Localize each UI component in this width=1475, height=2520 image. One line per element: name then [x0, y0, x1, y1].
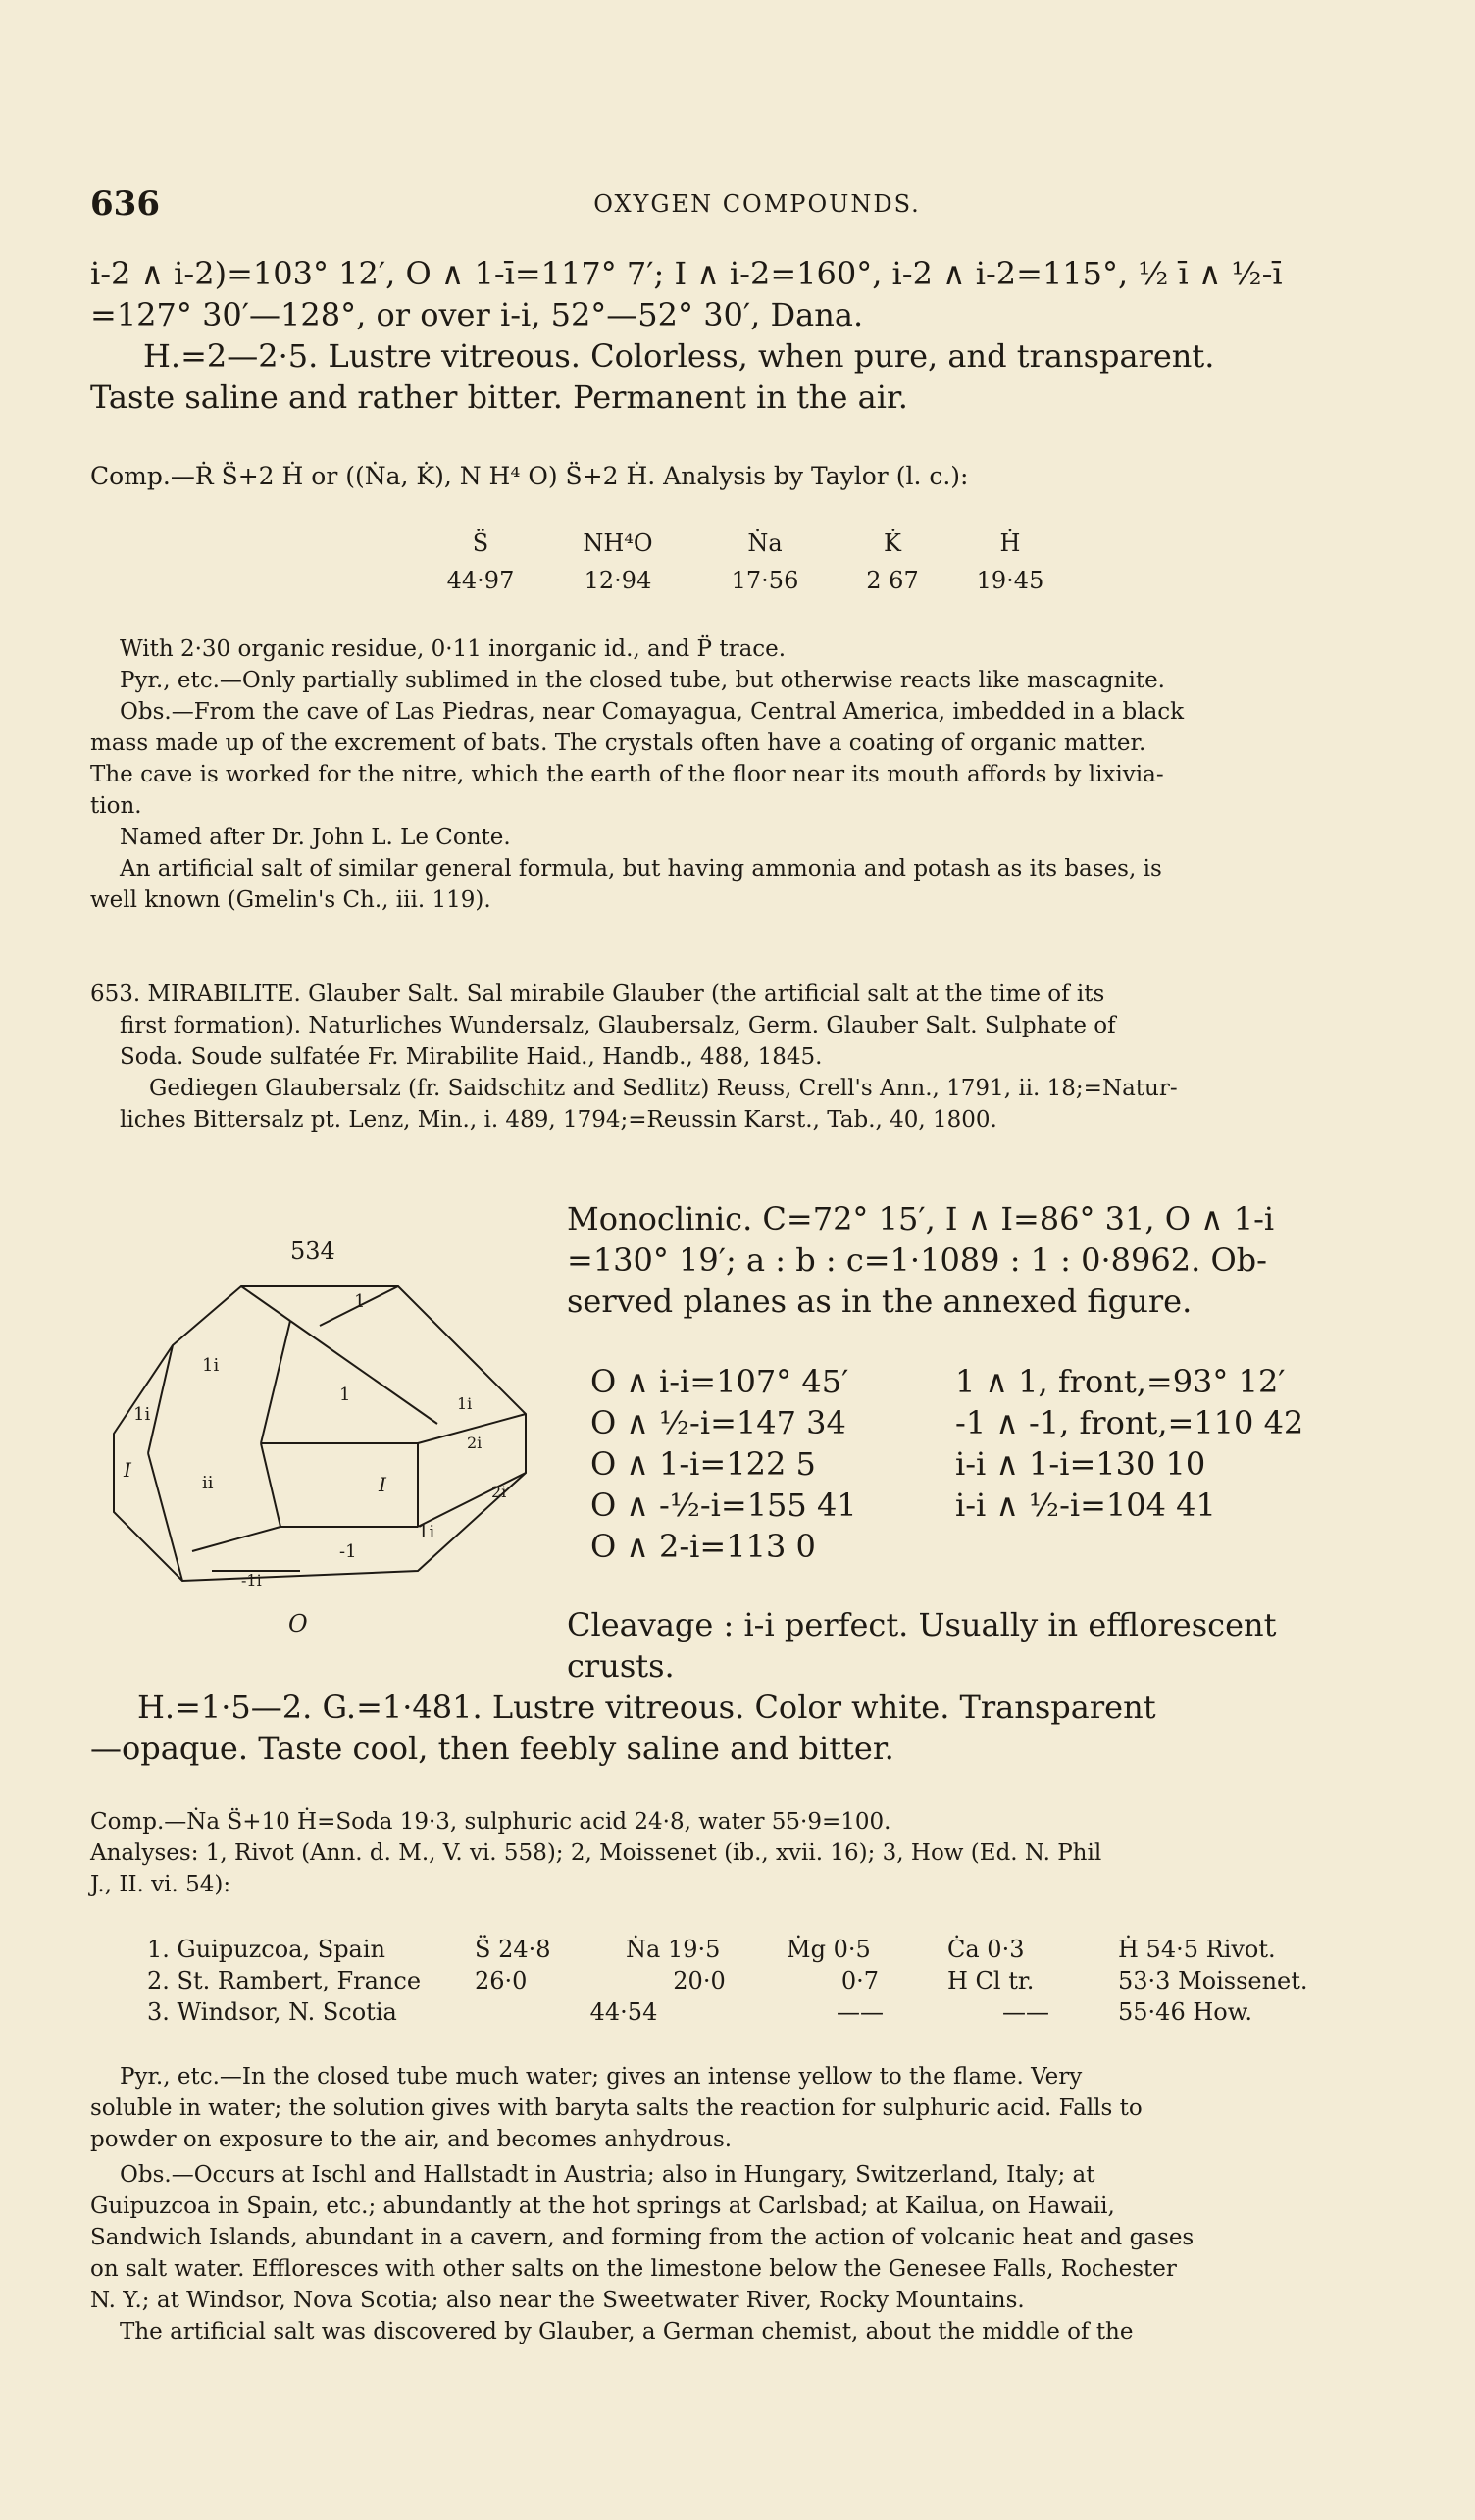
crystal-figure [94, 1237, 555, 1638]
analysis-table [432, 529, 1138, 600]
text-line: =127° 30′—128°, or over i-i, 52°—52° 30′, Dana. [90, 296, 864, 333]
angle-row: i-i ∧ ½-i=104 41 [955, 1487, 1216, 1524]
note-line: The cave is worked for the nitre, which the earth of the floor near its mouth affords by lixivia- [90, 762, 1164, 787]
table-cell: 0·7 [840, 1967, 880, 1994]
table-cell: 2. St. Rambert, France [147, 1967, 422, 1994]
analysis-header-row [432, 529, 1138, 563]
page-header [90, 184, 1424, 227]
text-line: soluble in water; the solution gives with baryta salts the reaction for sulphuric acid. Falls to [90, 2095, 1143, 2121]
note-line: well known (Gmelin's Ch., iii. 119). [90, 887, 491, 913]
analysis-value-row [432, 567, 1138, 600]
analysis-header: Ṅa [747, 529, 783, 557]
page-number: 636 [90, 184, 160, 224]
text-line: —opaque. Taste cool, then feebly saline and bitter. [90, 1730, 894, 1767]
mirabilite-paragraph [90, 979, 1424, 1135]
crystallography-paragraph [567, 1198, 1424, 1322]
table-cell: 44·54 [589, 1998, 658, 2026]
table-cell: —— [837, 1998, 884, 2026]
analysis-header: S̈ [472, 529, 489, 557]
note-line: Obs.—From the cave of Las Piedras, near Comayagua, Central America, imbedded in a black [120, 699, 1185, 725]
face-label: -1 [339, 1541, 357, 1562]
table-cell: Ḣ 54·5 Rivot. [1118, 1936, 1276, 1963]
mirabilite-heading-line: 653. MIRABILITE. Glauber Salt. Sal mirabile Glauber (the artificial salt at the time of its [90, 982, 1105, 1007]
text-line: Guipuzcoa in Spain, etc.; abundantly at the hot springs at Carlsbad; at Kailua, on Hawaii, [90, 2193, 1115, 2219]
face-label: 1i [133, 1404, 151, 1425]
table-cell: 53·3 Moissenet. [1118, 1967, 1308, 1994]
angle-row: O ∧ 1-i=122 5 [590, 1445, 816, 1483]
crystal-edge [261, 1321, 290, 1443]
text-line: i-2 ∧ i-2)=103° 12′, O ∧ 1-ī=117° 7′; I ∧ i-2=160°, i-2 ∧ i-2=115°, ½ ī ∧ ½-ī [90, 255, 1283, 292]
composition-paragraph [90, 461, 1424, 492]
table-cell: Ṁg 0·5 [787, 1936, 871, 1963]
top-paragraph [90, 253, 1424, 418]
text-line: Pyr., etc.—In the closed tube much water; gives an intense yellow to the flame. Very [120, 2064, 1083, 2090]
crystal-edge [418, 1473, 526, 1527]
synonym-line: Soda. Soude sulfatée Fr. Mirabilite Haid., Handb., 488, 1845. [120, 1044, 823, 1070]
analysis-value: 44·97 [446, 567, 515, 594]
synonym-line: first formation). Naturliches Wundersalz, Glaubersalz, Germ. Glauber Salt. Sulphate of [120, 1013, 1116, 1038]
composition2-paragraph [90, 1806, 1424, 1900]
angle-row: -1 ∧ -1, front,=110 42 [955, 1404, 1304, 1441]
text-line: Obs.—Occurs at Ischl and Hallstadt in Austria; also in Hungary, Switzerland, Italy; at [120, 2162, 1095, 2188]
crystal-edge [261, 1443, 280, 1527]
analyses-table [147, 1934, 1322, 2028]
text-line: H.=2—2·5. Lustre vitreous. Colorless, when pure, and transparent. [143, 337, 1215, 375]
crystal-drawing [94, 1277, 555, 1630]
angle-row: i-i ∧ 1-i=130 10 [955, 1445, 1206, 1483]
table-cell: S̈ 24·8 [475, 1936, 551, 1963]
cleavage-paragraph [567, 1604, 1424, 1687]
face-label: 1i [457, 1394, 473, 1413]
analysis-value: 17·56 [731, 567, 799, 594]
analysis-header: NH⁴O [583, 529, 653, 557]
face-label: 1i [202, 1355, 220, 1376]
table-cell: 26·0 [475, 1967, 528, 1994]
text-line: on salt water. Effloresces with other salts on the limestone below the Genesee Falls, Rochester [90, 2256, 1177, 2282]
text-line: Analyses: 1, Rivot (Ann. d. M., V. vi. 558); 2, Moissenet (ib., xvii. 16); 3, How (Ed. N. Phil [90, 1840, 1102, 1866]
angle-row: 1 ∧ 1, front,=93° 12′ [955, 1363, 1286, 1400]
crystal-edge [241, 1286, 290, 1321]
text-line: =130° 19′; a : b : c=1·1089 : 1 : 0·8962. Ob- [567, 1241, 1267, 1279]
analysis-header: Ḣ [999, 529, 1021, 557]
pyrognostics-paragraph [90, 2061, 1424, 2155]
text-line: served planes as in the annexed figure. [567, 1283, 1193, 1320]
angle-row: O ∧ i-i=107° 45′ [590, 1363, 849, 1400]
notes-paragraph [90, 633, 1424, 916]
table-row [147, 1965, 1322, 1996]
text-line: Taste saline and rather bitter. Permanent in the air. [90, 378, 908, 416]
running-title: OXYGEN COMPOUNDS. [593, 190, 921, 218]
table-row [147, 1934, 1322, 1965]
crystal-edge [192, 1527, 280, 1551]
text-line: J., II. vi. 54): [90, 1872, 231, 1897]
face-label: I [124, 1458, 131, 1482]
analysis-value: 12·94 [584, 567, 652, 594]
note-line: An artificial salt of similar general formula, but having ammonia and potash as its bases, is [120, 856, 1162, 882]
observations-paragraph [90, 2159, 1424, 2347]
note-line: Pyr., etc.—Only partially sublimed in the closed tube, but otherwise reacts like mascagnite. [120, 668, 1165, 693]
figure-axis-label: O [288, 1610, 308, 1638]
crystal-edge [148, 1345, 173, 1453]
table-cell: Ṅa 19·5 [626, 1936, 721, 1963]
note-line: mass made up of the excrement of bats. The crystals often have a coating of organic matter. [90, 731, 1146, 756]
table-cell: 55·46 How. [1118, 1998, 1253, 2026]
hardness-paragraph [90, 1687, 1424, 1769]
text-line: The artificial salt was discovered by Glauber, a German chemist, about the middle of the [120, 2319, 1134, 2344]
crystal-edge [148, 1453, 182, 1581]
text-line: Monoclinic. C=72° 15′, I ∧ I=86° 31, O ∧ 1-i [567, 1200, 1275, 1237]
table-cell: 1. Guipuzcoa, Spain [147, 1936, 385, 1963]
table-cell: —— [1002, 1998, 1049, 2026]
table-cell: H Cl tr. [947, 1967, 1035, 1994]
angle-row: O ∧ -½-i=155 41 [590, 1487, 857, 1524]
face-label: 2i [467, 1434, 483, 1452]
figure-number: 534 [290, 1237, 335, 1265]
face-label: -1i [241, 1571, 262, 1589]
face-label: I [379, 1473, 386, 1496]
angle-row: O ∧ 2-i=113 0 [590, 1528, 816, 1565]
analysis-value: 19·45 [976, 567, 1044, 594]
text-line: N. Y.; at Windsor, Nova Scotia; also near the Sweetwater River, Rocky Mountains. [90, 2288, 1025, 2313]
analysis-header: K̇ [884, 529, 901, 557]
text-line: H.=1·5—2. G.=1·481. Lustre vitreous. Color white. Transparent [137, 1688, 1156, 1726]
angle-column-right [955, 1361, 1416, 1526]
face-label: 1i [418, 1522, 435, 1542]
table-row [147, 1996, 1322, 2028]
crystal-edge [290, 1321, 437, 1424]
note-line: Named after Dr. John L. Le Conte. [120, 825, 511, 850]
analysis-value: 2 67 [866, 567, 919, 594]
synonym-line: liches Bittersalz pt. Lenz, Min., i. 489, 1794;=Reussin Karst., Tab., 40, 1800. [120, 1107, 997, 1133]
synonym-line: Gediegen Glaubersalz (fr. Saidschitz and Sedlitz) Reuss, Crell's Ann., 1791, ii. 18;=Natur- [149, 1076, 1178, 1101]
text-line: crusts. [567, 1647, 675, 1685]
face-label: 1 [339, 1385, 351, 1405]
angle-column-left [590, 1361, 983, 1567]
text-line: Cleavage : i-i perfect. Usually in efflorescent [567, 1606, 1277, 1643]
note-line: tion. [90, 793, 142, 819]
note-line: With 2·30 organic residue, 0·11 inorganic id., and P̈ trace. [120, 636, 787, 662]
crystal-outline [114, 1286, 526, 1581]
face-label: 1 [354, 1291, 366, 1312]
face-label: ii [202, 1473, 214, 1493]
table-cell: Ċa 0·3 [947, 1936, 1025, 1963]
text-line: Sandwich Islands, abundant in a cavern, and forming from the action of volcanic heat and gases [90, 2225, 1195, 2250]
angle-row: O ∧ ½-i=147 34 [590, 1404, 846, 1441]
table-cell: 20·0 [673, 1967, 726, 1994]
table-cell: 3. Windsor, N. Scotia [147, 1998, 397, 2026]
composition-text: Comp.—Ṙ S̈+2 Ḣ or ((Ṅa, K̇), N H⁴ O) S̈+2 Ḣ. Analysis by Taylor (l. c.): [90, 462, 969, 490]
text-line: powder on exposure to the air, and becomes anhydrous. [90, 2127, 733, 2152]
face-label: 2i [491, 1483, 507, 1501]
text-line: Comp.—Ṅa S̈+10 Ḣ=Soda 19·3, sulphuric acid 24·8, water 55·9=100. [90, 1809, 891, 1835]
